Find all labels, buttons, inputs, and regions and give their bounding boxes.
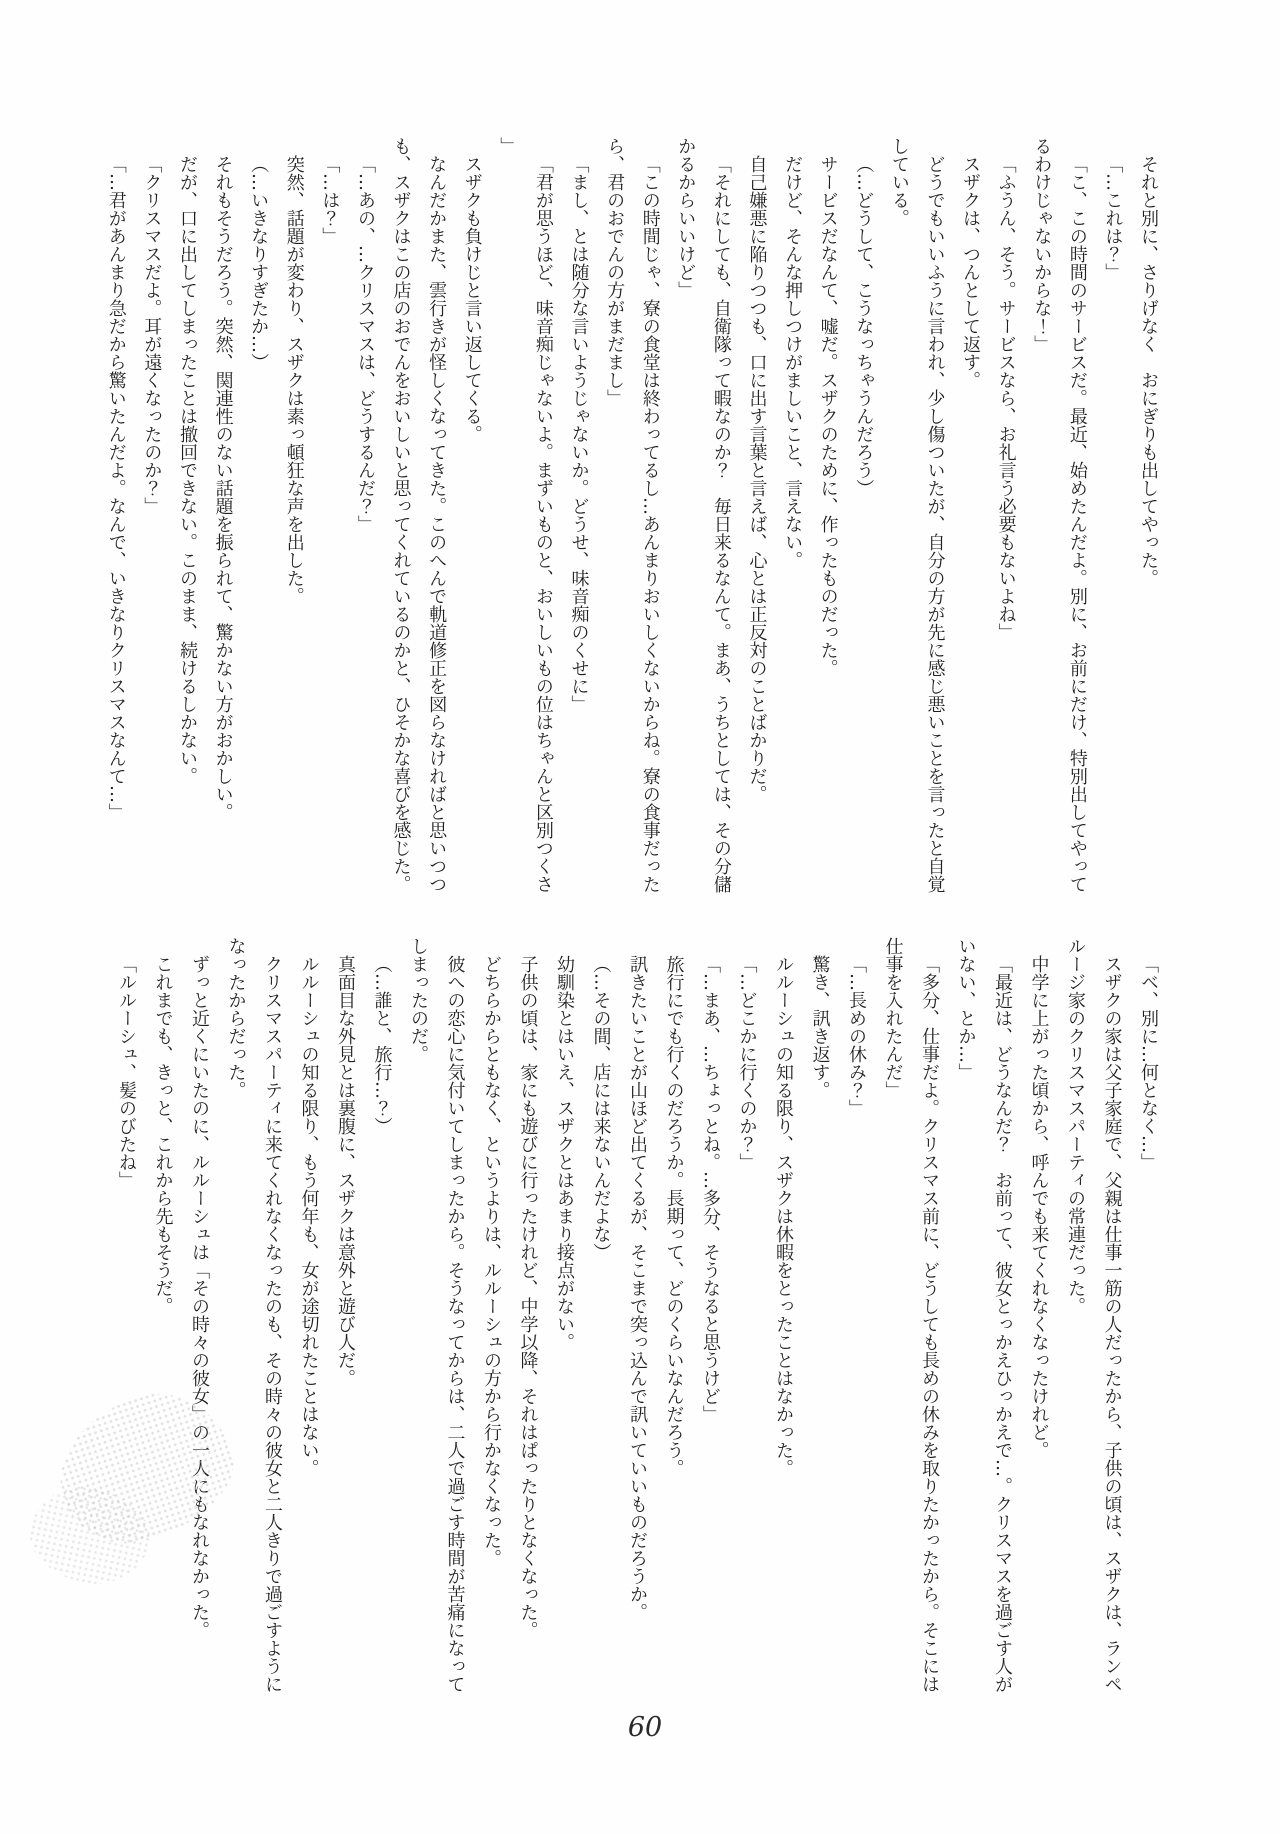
text-line-first: 「ルルーシュ、髪のびたね」 [116, 955, 137, 1189]
paragraph [276, 137, 312, 893]
paragraph [582, 937, 619, 1693]
text-line-first: 幼馴染とはいえ、スザクとはあまり接点がない。 [554, 955, 575, 1351]
paragraph [728, 937, 765, 1693]
text-line-first: 「…あの、…クリスマスは、どうするんだ？」 [354, 155, 376, 533]
paragraph [1130, 937, 1167, 1693]
paragraph [801, 937, 838, 1693]
text-line-first: スザクも負けじと言い返してくる。 [461, 155, 483, 443]
text-line-first: 旅行にでも行くのだろうか。長期って、どのくらいなんだろう。 [663, 955, 685, 1477]
text-line-first: ルルーシュの知る限り、もう何年も、女が途切れたことはない。 [298, 955, 320, 1477]
text-line-first: 「それにしても、自衛隊って暇なのか？ 毎日来るなんて。まあ、うちとしては、その分儲 [710, 155, 732, 893]
paragraph [454, 137, 490, 893]
text-line-wrap: いない、とか…」 [955, 937, 977, 1081]
text-line-first: （…その間、店には来ないんだよな） [590, 955, 612, 1261]
text-line-first: 「…長めの休み？」 [846, 955, 867, 1117]
paragraph [98, 137, 134, 893]
paragraph [810, 137, 846, 893]
paragraph [881, 137, 952, 893]
text-line-first: 「クリスマスだよ。耳が遠くなったのか？」 [141, 155, 163, 515]
paragraph [363, 937, 400, 1693]
text-line-first: だが、口に出してしまったことは撤回できない。このまま、続けるしかない。 [176, 155, 198, 785]
text-line-first: 「こ、この時間のサービスだ。最近、始めたんだよ。別に、お前にだけ、特別出してやって [1066, 155, 1088, 893]
text-line-first: 「君が思うほど、味音痴じゃないよ。まずいものと、おいしいもの位はちゃんと区別つくさ [532, 155, 554, 893]
paragraph [597, 137, 668, 893]
text-line-first: それと別に、さりげなく おにぎりも出してやった。 [1138, 155, 1159, 587]
text-line-first: 「まし、とは随分な言いようじゃないか。どうせ、味音痴のくせに」 [568, 155, 590, 713]
text-line-first: （…誰と、旅行…？） [371, 955, 393, 1135]
paragraph [546, 937, 583, 1693]
text-line-wrap: している。 [888, 137, 910, 227]
text-line-first: ずっと近くにいたのに、ルルーシュは「その時々の彼女」の一人にもなれなかった。 [189, 955, 210, 1639]
text-line-first: 「この時間じゃ、寮の食堂は終わってるし…あんまりおいしくないからね。寮の食事だった [639, 155, 661, 893]
text-line-first: それもそうだろう。突然、関連性のない話題を振られて、驚かない方がおかしい。 [212, 155, 234, 821]
paragraph [400, 937, 473, 1693]
text-line-first: これまでも、きっと、これから先もそうだ。 [152, 955, 174, 1315]
text-line-wrap: るわけじゃないからな！」 [1031, 137, 1053, 353]
paragraph [619, 937, 656, 1693]
paragraph [144, 937, 181, 1693]
text-line-first: スザクの家は父子家庭で、父親は仕事一筋の人だったから、子供の頃は、スザクは、ランペ [1101, 955, 1123, 1693]
paragraph [490, 137, 561, 893]
text-line-first: 「…これは？」 [1102, 155, 1124, 281]
paragraph [655, 937, 692, 1693]
text-line-first: どちらからともなく、というよりは、ルルーシュの方から行かなくなった。 [481, 955, 502, 1567]
paragraph [1057, 937, 1130, 1693]
paragraph [134, 137, 170, 893]
text-line-wrap: も、スザクはこの店のおでんをおいしいと思ってくれているのかと、ひそかな喜びを感じた。 [390, 137, 412, 893]
paragraph [1020, 937, 1057, 1693]
paragraph [205, 137, 241, 893]
paragraph [290, 937, 327, 1693]
paragraph [327, 937, 364, 1693]
paragraph [838, 937, 875, 1693]
text-line-first: 「ベ、別に…何となく…」 [1138, 955, 1159, 1171]
paragraph [846, 137, 882, 893]
paragraph [347, 137, 383, 893]
text-line-first: クリスマスパーティに来てくれなくなったのも、その時々の彼女と二人きりで過ごすように [262, 955, 283, 1693]
text-line-wrap: なったからだった。 [225, 937, 247, 1099]
page-number: 60 [627, 1712, 663, 1743]
text-line-first: なんだかまた、雲行きが怪しくなってきた。このへんで軌道修正を図らなければと思いつつ [426, 155, 448, 893]
text-line-wrap: かるからいいけど」 [675, 137, 697, 299]
text-line-first: 中学に上がった頃から、呼んでも来てくれなくなったけれど。 [1028, 955, 1050, 1459]
text-line-first: サービスだなんて、嘘だ。スザクのために、作ったものだった。 [817, 155, 839, 677]
text-line-wrap: しまったのだ。 [408, 937, 429, 1063]
text-line-first: 真面目な外見とは裏腹に、スザクは意外と遊び人だ。 [335, 955, 356, 1387]
text-line-first: 「…まあ、…ちょっとね。…多分、そうなると思うけど」 [700, 955, 721, 1423]
paragraph [668, 137, 739, 893]
paragraph [874, 937, 947, 1693]
text-line-first: 「多分、仕事だよ。クリスマス前に、どうしても長めの休みを取りたかったから。そこには [919, 955, 940, 1693]
paragraph [1024, 137, 1095, 893]
paragraph [774, 137, 810, 893]
paragraph [509, 937, 546, 1693]
paragraph [952, 137, 988, 893]
paragraph [1095, 137, 1131, 893]
text-line-first: 「…君があんまり急だから驚いたんだよ。なんで、いきなりクリスマスなんて…」 [105, 155, 127, 821]
paragraph [217, 937, 290, 1693]
paragraph [473, 937, 510, 1693]
paragraph [947, 937, 1020, 1693]
paragraph [739, 137, 775, 893]
text-line-first: スザクは、つんとして返す。 [960, 155, 982, 389]
text-line-wrap: 仕事を入れたんだ」 [882, 937, 904, 1099]
text-line-first: 子供の頃は、家にも遊びに行ったけれど、中学以降、それはぱったりとなくなった。 [517, 955, 539, 1639]
paragraph [169, 137, 205, 893]
paragraph [383, 137, 454, 893]
text-line-first: どうでもいいふうに言われ、少し傷ついたが、自分の方が先に感じ悪いことを言ったと自覚 [924, 155, 946, 893]
paragraph [312, 137, 348, 893]
text-line-first: 訊きたいことが山ほど出てくるが、そこまで突っ込んで訊いていいものだろうか。 [627, 955, 648, 1621]
text-band-top [98, 137, 1166, 893]
text-line-first: 「ふうん、そう。サービスなら、お礼言う必要もないよね」 [995, 155, 1017, 641]
text-line-first: 「…は？」 [319, 155, 341, 245]
text-line-first: 突然、話題が変わり、スザクは素っ頓狂な声を出した。 [283, 155, 305, 605]
text-line-wrap: 」 [497, 137, 519, 155]
paragraph [765, 937, 802, 1693]
paragraph [561, 137, 597, 893]
paragraph [692, 937, 729, 1693]
text-line-first: （…どうして、こうなっちゃうんだろう） [853, 155, 875, 497]
paragraph [181, 937, 218, 1693]
text-line-first: 「最近は、どうなんだ？ お前って、彼女とっかえひっかえで…。クリスマスを過ごす人が [992, 955, 1013, 1693]
text-line-wrap: ら、君のおでんの方がまだまし」 [604, 137, 626, 407]
text-line-first: （…いきなりすぎたか…） [248, 155, 270, 371]
text-band-bottom [108, 937, 1167, 1693]
text-line-first: だけど、そんな押しつけがましいこと、言えない。 [782, 155, 804, 569]
paragraph [988, 137, 1024, 893]
text-line-first: 驚き、訊き返す。 [809, 955, 831, 1099]
paragraph [241, 137, 277, 893]
text-line-wrap: ルージ家のクリスマスパーティの常連だった。 [1065, 937, 1086, 1315]
paragraph [1130, 137, 1166, 893]
text-line-first: 「…どこかに行くのか？」 [736, 955, 758, 1171]
text-line-first: 彼への恋心に気付いてしまったから。そうなってからは、二人で過ごす時間が苦痛になって [444, 955, 466, 1693]
text-line-first: ルルーシュの知る限り、スザクは休暇をとったことはなかった。 [773, 955, 794, 1477]
text-line-first: 自己嫌悪に陥りつつも、口に出す言葉と言えば、心とは正反対のことばかりだ。 [746, 155, 768, 803]
